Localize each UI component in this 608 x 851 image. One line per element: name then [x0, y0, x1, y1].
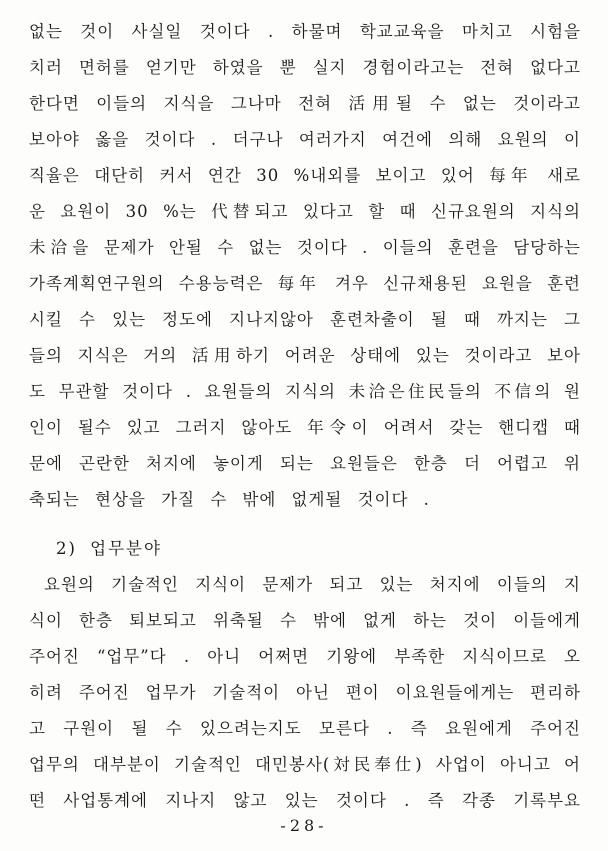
text-line: 한다면 이들의 지식을 그나마 전혀 活用될 수 없는 것이라고 [29, 94, 581, 113]
text-line: 들의 지식은 거의 活用하기 어려운 상태에 있는 것이라고 보아 [29, 346, 581, 365]
body-text [29, 14, 581, 819]
section-heading: 2) 업무분야 [56, 539, 162, 558]
text-line: 히려 주어진 업무가 기술적이 아닌 편이 이요원들에게는 편리하 [29, 683, 581, 702]
text-line: 고 구원이 될 수 있으려는지도 모른다 . 즉 요원에게 주어진 [29, 719, 581, 738]
text-line: 시킬 수 있는 정도에 지나지않아 훈련차출이 될 때 까지는 그 [29, 310, 581, 329]
text-line: 인이 될수 있고 그러지 않아도 年令이 어려서 갖는 핸디캡 때 [29, 418, 581, 437]
text-line: 가족계획연구원의 수용능력은 每年 겨우 신규채용된 요원을 훈련 [29, 274, 581, 293]
text-line: 치러 면허를 얻기만 하였을 뿐 실지 경험이라고는 전혀 없다고 [29, 58, 581, 77]
text-line: 도 무관할 것이다 . 요원들의 지식의 未洽은住民들의 不信의 원 [29, 382, 581, 401]
text-line: 없는 것이 사실일 것이다 . 하물며 학교교육을 마치고 시험을 [29, 22, 581, 41]
text-line: 식이 한층 퇴보되고 위축될 수 밖에 없게 하는 것이 이들에게 [29, 611, 581, 630]
text-line: 주어진 “업무”다 . 아니 어쩌면 기왕에 부족한 지식이므로 오 [29, 647, 581, 666]
text-line: 축되는 현상을 가질 수 밖에 없게될 것이다 . [29, 490, 430, 509]
text-line: 떤 사업통계에 지나지 않고 있는 것이다 . 즉 각종 기록부요 [29, 791, 581, 810]
text-line: 업무의 대부분이 기술적인 대민봉사(対民奉仕) 사업이 아니고 어 [29, 755, 581, 774]
text-line: 문에 곤란한 처지에 놓이게 되는 요원들은 한층 더 어렵고 위 [29, 454, 581, 473]
page-number: -28- [280, 816, 328, 835]
text-line: 운 요원이 30 %는 代替되고 있다고 할 때 신규요원의 지식의 [29, 202, 581, 221]
text-line: 직율은 대단히 커서 연간 30 %내외를 보이고 있어 每年 새로 [29, 166, 581, 185]
text-line: 未洽을 문제가 안될 수 없는 것이다 . 이들의 훈련을 담당하는 [29, 238, 581, 257]
text-line: 요원의 기술적인 지식이 문제가 되고 있는 처지에 이들의 지 [44, 575, 581, 594]
text-line: 보아야 옳을 것이다 . 더구나 여러가지 여건에 의해 요원의 이 [29, 130, 581, 149]
